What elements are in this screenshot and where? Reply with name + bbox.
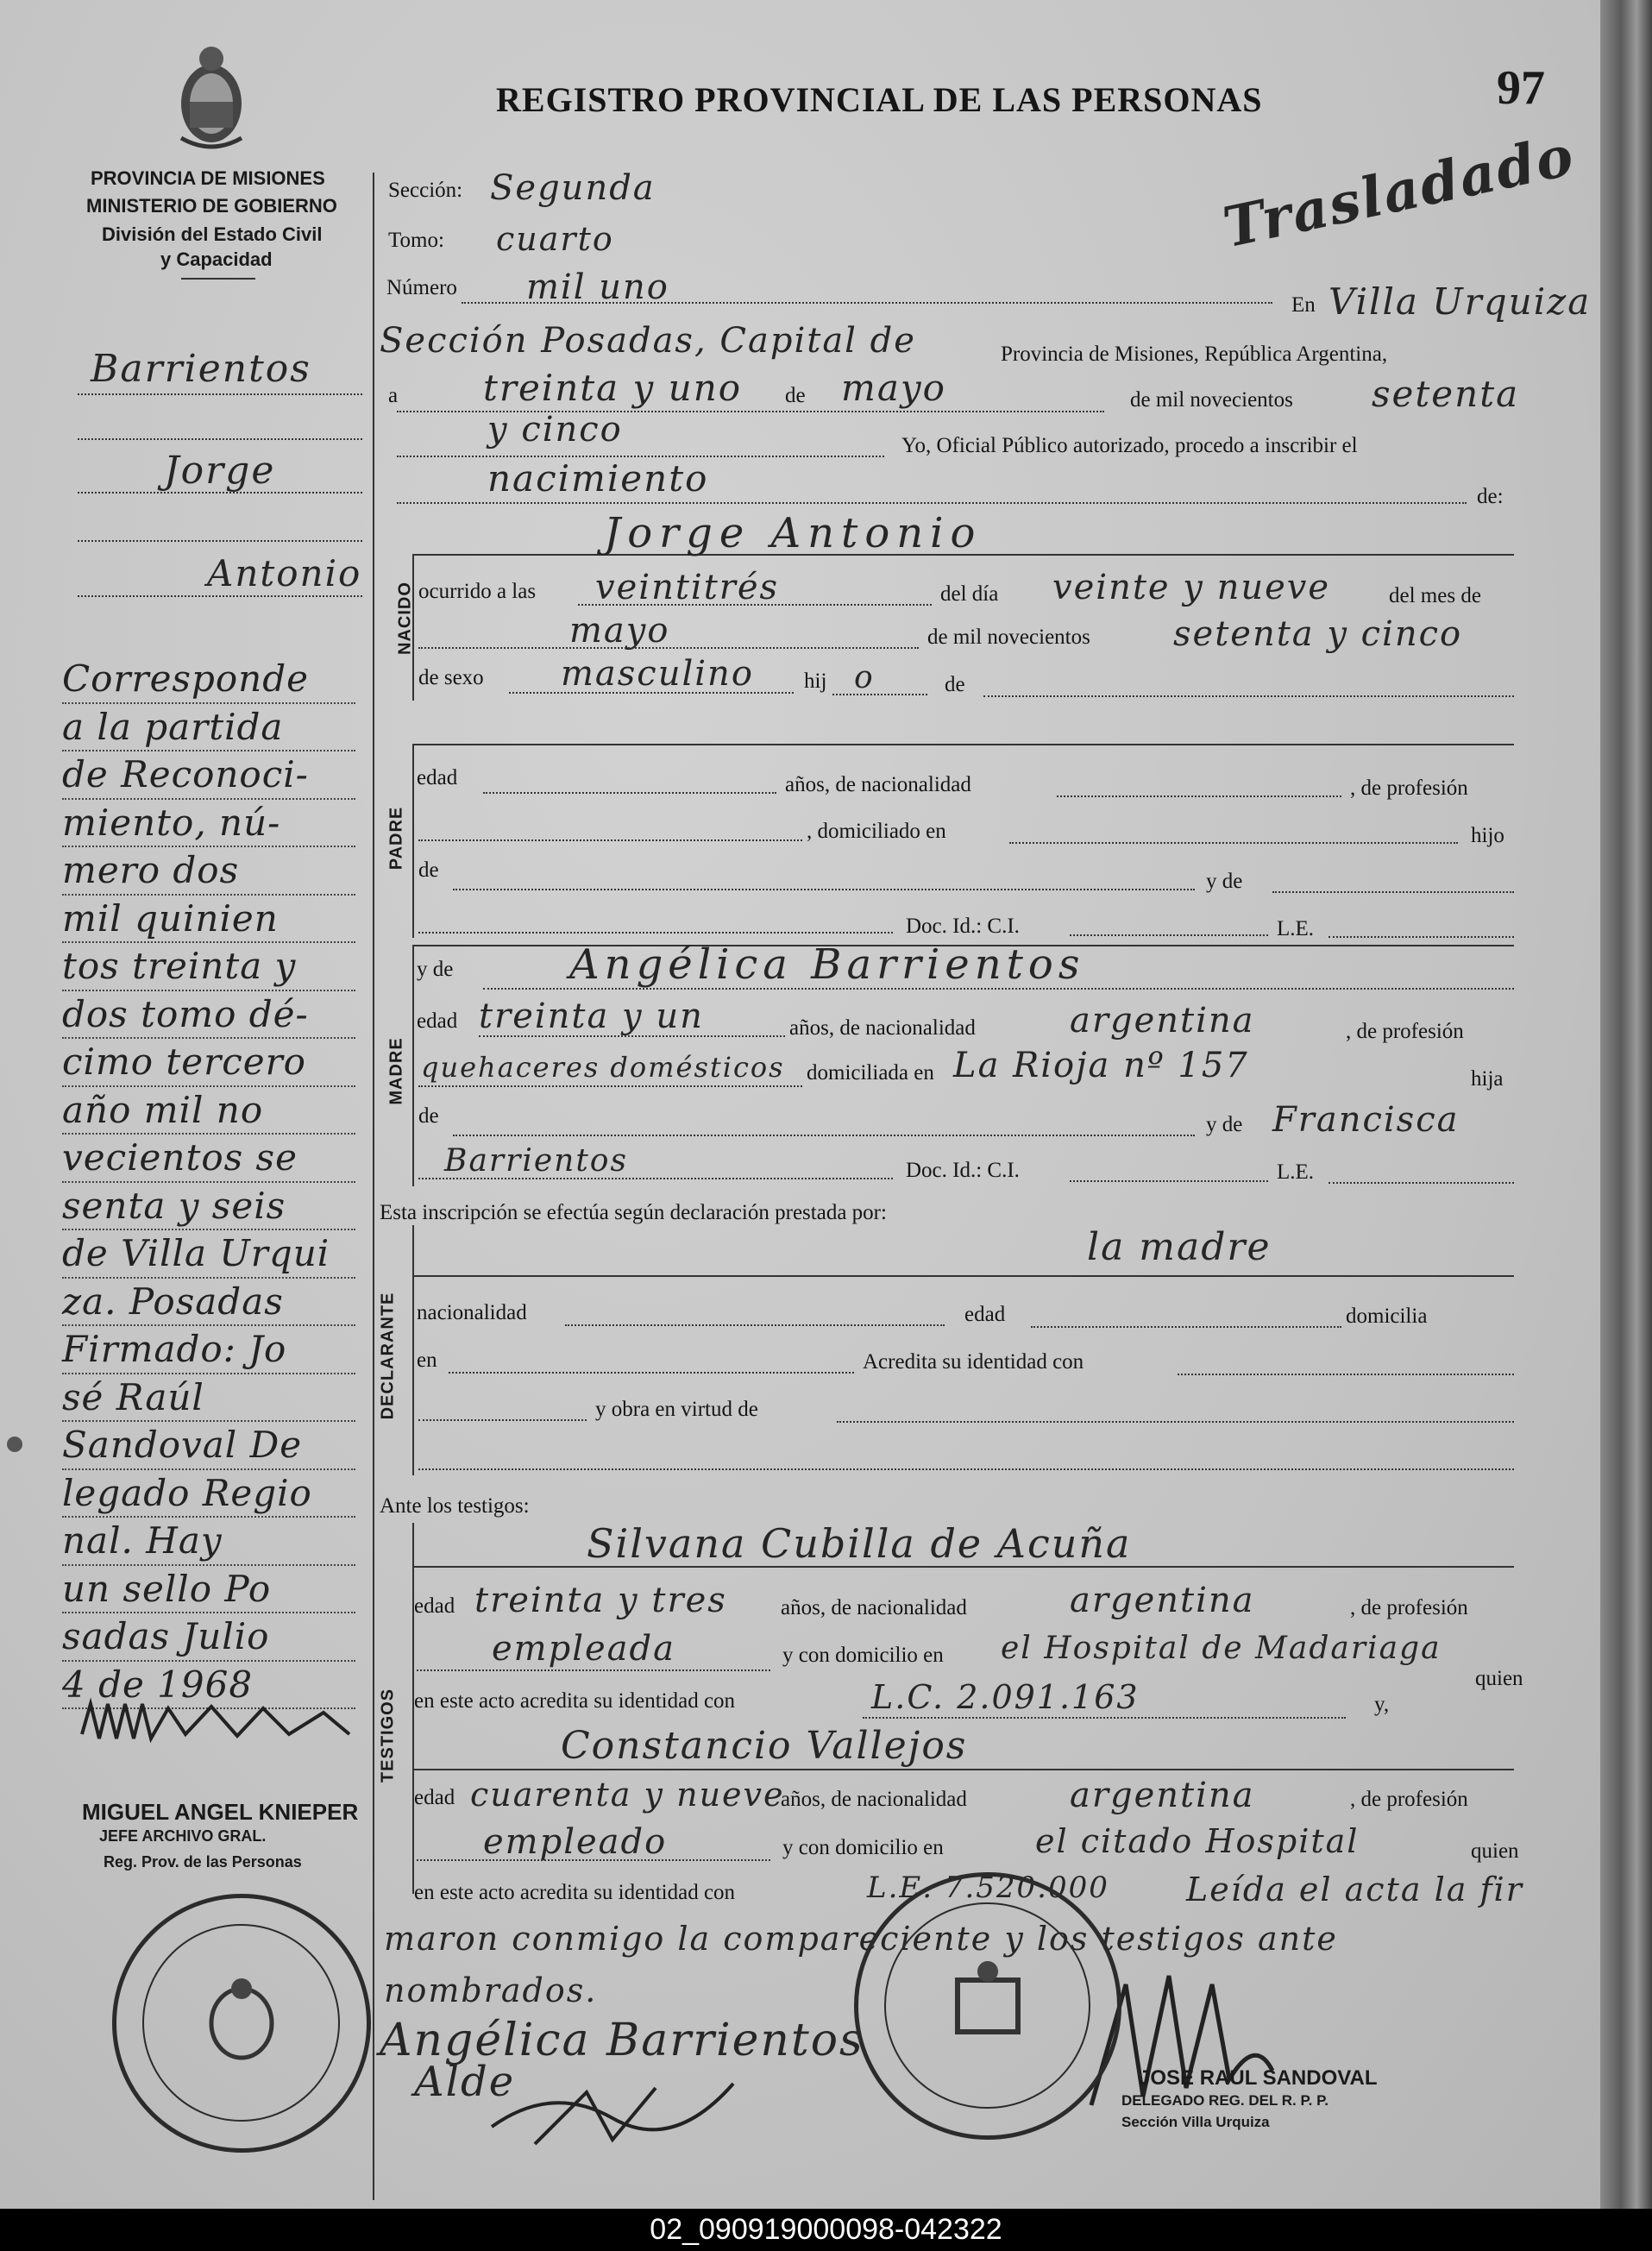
madre-de-label: de [418,1104,439,1128]
margin-name1: Jorge [164,449,276,493]
declarante-acredita-label: Acredita su identidad con [863,1350,1084,1374]
madre-y-de2-label: y de [1206,1113,1243,1136]
t2-edad-label: edad [414,1786,455,1809]
page-title: REGISTRO PROVINCIAL DE LAS PERSONAS [496,80,1263,119]
margin-annotation: Corresponde a la partida de Reconoci- miento, nú- mero dos mil quinien tos treinta y dos tomo dé- cimo tercero año mil no vecientos se senta y seis de Villa Urqui za. Posadas Firmado: Jo sé Raúl Sandoval De legado Regio nal. Hay un sello Po sadas Julio 4 de 1968 [62,656,355,1709]
dia-nacido-value: veinte y nueve [1052,568,1331,607]
lugar-value: Villa Urquiza [1329,280,1592,323]
madre-edad-value: treinta y un [479,997,704,1036]
madre-madre-de: Francisca [1272,1100,1460,1140]
madre-padre-de: Barrientos [444,1143,628,1179]
archive-stamp-line2: JEFE ARCHIVO GRAL. [99,1827,267,1845]
agency-line-1: PROVINCIA DE MISIONES [91,167,325,189]
hijo-label: hij [804,670,827,693]
declarante-virtud-label: y obra en virtud de [595,1398,758,1421]
anio-nacido-label: de mil novecientos [927,626,1090,649]
hora-value: veintitrés [595,568,780,607]
mes-value: mayo [841,367,946,409]
declarante-quien: la madre [1087,1225,1272,1269]
margin-surname: Barrientos [91,347,311,391]
madre-edad-label: edad [417,1009,458,1033]
madre-domicilio-value: La Rioja nº 157 [953,1046,1249,1085]
padre-profesion-label: , de profesión [1350,777,1468,800]
t2-nacionalidad-value: argentina [1070,1776,1255,1815]
seal-emblem-icon [945,1954,1031,2049]
madre-le-label: L.E. [1277,1160,1315,1184]
t2-profesion-value: empleado [483,1822,668,1862]
hijo-suffix: o [854,660,875,695]
section-label-nacido: NACIDO [395,582,415,655]
de-label: de [785,384,806,407]
t1-nacionalidad-value: argentina [1070,1581,1255,1620]
t2-acredita-label: en este acto acredita su identidad con [414,1881,736,1904]
section-label-padre: PADRE [386,806,406,871]
archive-stamp-name: MIGUEL ANGEL KNIEPER [82,1799,359,1825]
agency-line-2: MINISTERIO DE GOBIERNO [86,195,337,217]
t1-domicilio-value: el Hospital de Madariaga [1001,1631,1442,1666]
seal-emblem-icon [198,1971,285,2066]
coat-of-arms-icon [164,35,259,151]
padre-y-de-label: y de [1206,870,1243,893]
madre-doc-label: Doc. Id.: C.I. [906,1159,1020,1182]
section-label-declarante: DECLARANTE [378,1292,398,1420]
sexo-label: de sexo [418,666,484,689]
madre-profesion-label: , de profesión [1346,1020,1464,1043]
scan-footer-id: 02_090919000098-042322 [0,2209,1652,2251]
t1-acredita-label: en este acto acredita su identidad con [414,1689,736,1713]
t1-doc-value: L.C. 2.091.163 [871,1678,1140,1716]
padre-nacionalidad-label: años, de nacionalidad [785,773,971,796]
padre-domicilio-label: , domiciliado en [807,820,946,843]
seccion-value: Segunda [490,168,656,208]
cierre-2: maron conmigo la compareciente y los testigos ante [384,1920,1338,1958]
padre-hijo-label: hijo [1471,824,1504,847]
hole-punch [7,1437,22,1452]
padre-edad-label: edad [417,766,458,789]
testigo2-nombre: Constancio Vallejos [561,1724,968,1768]
agency-line-4: y Capacidad [160,248,273,270]
t1-edad-value: treinta y tres [474,1581,727,1620]
margin-signature [73,1691,358,1751]
nacido-de-label: de [945,673,965,696]
t1-nacionalidad-label: años, de nacionalidad [781,1596,967,1619]
anio-value: setenta [1372,373,1520,415]
firma-testigo: Alde [414,2058,516,2106]
oficial-seccion: Sección Villa Urquiza [1121,2114,1270,2130]
trasladado-annotation: Trasladado [1217,123,1580,261]
margin-name2: Antonio [207,552,362,594]
madre-y-de-label: y de [417,958,454,981]
t2-nacionalidad-label: años, de nacionalidad [781,1788,967,1811]
archive-stamp-line3: Reg. Prov. de las Personas [104,1853,302,1871]
testigos-intro: Ante los testigos: [380,1494,530,1518]
anio2-value: y cinco [487,410,623,450]
cierre-1: Leída el acta la fir [1186,1871,1523,1908]
left-seal-stamp [112,1894,371,2153]
numero-value: mil uno [526,267,669,307]
madre-domicilio-label: domiciliada en [807,1061,934,1085]
mes-label: del mes de [1389,584,1481,607]
declarante-domicilia-label: domicilia [1346,1305,1428,1328]
declarante-en-label: en [417,1349,437,1372]
tomo-label: Tomo: [388,229,444,252]
t1-profesion-value: empleada [492,1629,675,1669]
t2-domicilio-value: el citado Hospital [1035,1822,1360,1860]
ocurrido-label: ocurrido a las [418,580,537,603]
seccion-label: Sección: [388,179,463,202]
mes-nacido-value: mayo [569,611,670,651]
declarante-intro: Esta inscripción se efectúa según declaración prestada por: [380,1201,887,1224]
numero-label: Número [386,276,457,299]
provincia-text: Provincia de Misiones, República Argentina, [1001,343,1388,366]
sexo-value: masculino [561,654,754,694]
tomo-value: cuarto [496,220,614,258]
witness-signature [483,2058,742,2153]
firma-madre: Angélica Barrientos [380,2015,864,2066]
a-label: a [388,384,399,407]
padre-le-label: L.E. [1277,917,1315,940]
oficial-nombre: JOSE RAUL SANDOVAL [1139,2066,1378,2090]
padre-de-label: de [418,858,439,882]
madre-hija-label: hija [1471,1067,1504,1091]
page-number: 97 [1497,61,1545,115]
t1-profesion-label: , de profesión [1350,1596,1468,1619]
t2-quien-label: quien [1471,1839,1519,1863]
lugar2-value: Sección Posadas, Capital de [380,321,916,361]
center-seal-stamp [854,1872,1121,2140]
madre-nacionalidad-value: argentina [1070,1001,1255,1041]
dia-value: treinta y uno [483,367,743,409]
madre-nombre: Angélica Barrientos [569,940,1085,989]
book-binding-edge [1600,0,1652,2209]
t2-edad-value: cuarenta y nueve [470,1776,785,1814]
declarante-nacionalidad-label: nacionalidad [417,1301,527,1324]
cierre-3: nombrados. [384,1971,598,2009]
padre-doc-label: Doc. Id.: C.I. [906,915,1020,938]
oficial-cargo: DELEGADO REG. DEL R. P. P. [1121,2092,1329,2109]
section-label-testigos: TESTIGOS [378,1688,398,1783]
del-dia-label: del día [940,582,999,606]
acto-value: nacimiento [487,457,709,500]
de-colon-label: de: [1477,485,1504,508]
section-label-madre: MADRE [386,1037,406,1105]
t2-domicilio-label: y con domicilio en [782,1836,944,1859]
t1-domicilio-label: y con domicilio en [782,1644,944,1667]
declarante-edad-label: edad [964,1303,1006,1326]
t1-quien-label: quien [1475,1667,1523,1690]
madre-nacionalidad-label: años, de nacionalidad [789,1016,976,1040]
t2-profesion-label: , de profesión [1350,1788,1468,1811]
en-label: En [1291,293,1316,317]
testigo1-nombre: Silvana Cubilla de Acuña [587,1520,1132,1567]
anio-nacido-value: setenta y cinco [1173,614,1463,654]
t1-y-label: y, [1374,1693,1390,1716]
nacido-nombre: Jorge Antonio [604,509,983,557]
agency-line-3: División del Estado Civil [102,223,323,245]
oficial-text: Yo, Oficial Público autorizado, procedo a inscribir el [901,434,1358,457]
madre-profesion-value: quehaceres domésticos [421,1051,785,1084]
anio-label: de mil novecientos [1130,388,1293,412]
t1-edad-label: edad [414,1594,455,1618]
t2-doc-value: L.E. 7.520.000 [867,1871,1109,1905]
